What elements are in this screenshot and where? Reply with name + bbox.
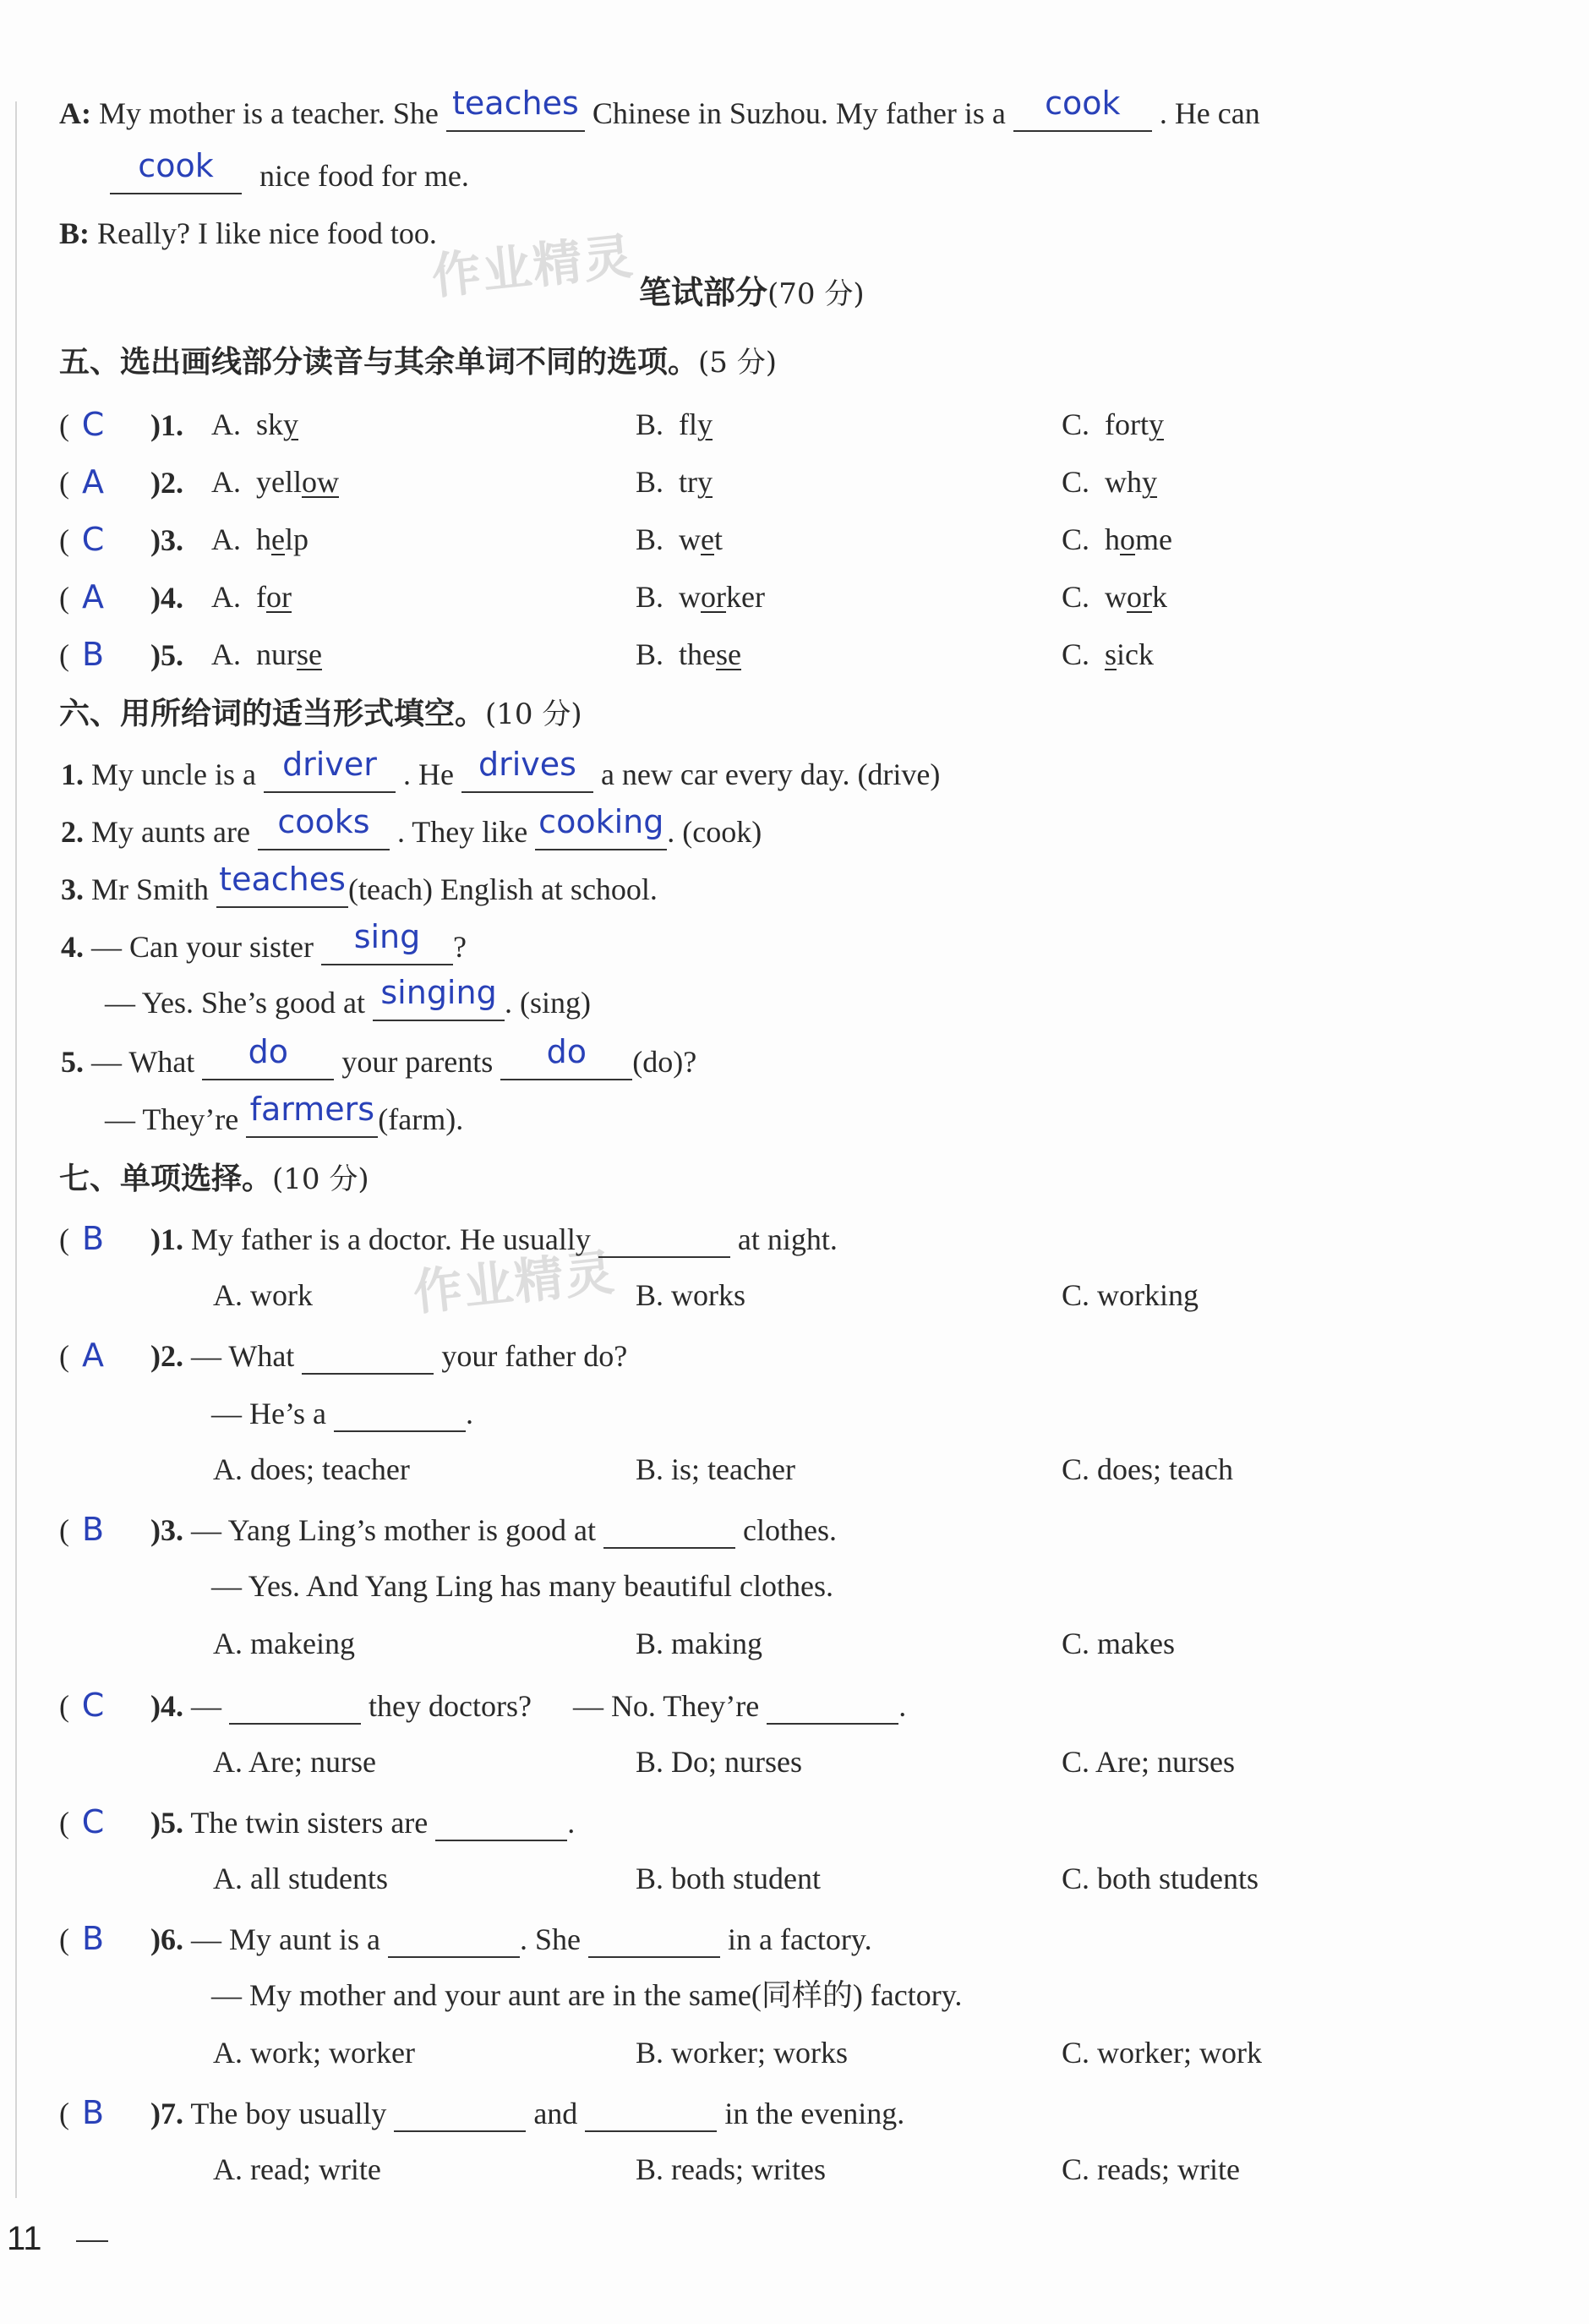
- answer-blank[interactable]: [258, 803, 390, 850]
- word-part: w: [679, 522, 702, 556]
- answer-blank[interactable]: [1013, 85, 1152, 132]
- word-part: fl: [679, 407, 698, 441]
- written-part-heading: [639, 274, 865, 313]
- option-letter: B.: [636, 580, 664, 614]
- phonics-row: [59, 578, 183, 616]
- answer-blank[interactable]: [535, 803, 667, 850]
- question-text: — No. They’re: [572, 1689, 760, 1723]
- underlined-letters: se: [716, 637, 741, 671]
- question-number: )4.: [150, 1689, 183, 1723]
- word-part: tr: [679, 465, 698, 499]
- section5-title: 五、选出画线部分读音与其余单词不同的选项。: [59, 345, 699, 380]
- answer-parens[interactable]: ( C: [59, 406, 150, 444]
- handwritten-choice: A: [82, 578, 104, 615]
- option-c[interactable]: C. worker; work: [1062, 2036, 1262, 2070]
- option-a[interactable]: A. makeing: [213, 1627, 355, 1660]
- answer-parens[interactable]: ( C: [59, 521, 150, 559]
- phonics-row: [59, 636, 183, 674]
- section7-score: (10 分): [272, 1162, 369, 1196]
- s7-question-3: [59, 1510, 837, 1549]
- question-number: )1.: [150, 408, 183, 442]
- underlined-letters: e: [701, 522, 714, 556]
- question-number: 1.: [61, 757, 84, 791]
- answer-blank[interactable]: [767, 1686, 898, 1725]
- speaker-b-label: B:: [59, 216, 90, 250]
- handwritten-choice: B: [81, 636, 105, 673]
- handwritten-answer: sing: [353, 918, 421, 955]
- handwritten-choice: B: [81, 1220, 105, 1257]
- underlined-letters: or: [701, 580, 727, 614]
- dialogue-text: Really? I like nice food too.: [97, 216, 437, 250]
- option-b[interactable]: B. worker; works: [636, 2036, 848, 2070]
- answer-blank[interactable]: [334, 1393, 466, 1432]
- question-text: Mr Smith: [91, 872, 210, 906]
- margin-rule: [15, 101, 17, 2198]
- s7-question-4: [59, 1686, 906, 1725]
- question-text: (teach) English at school.: [348, 872, 658, 906]
- s7-question-6-reply: [211, 1977, 962, 2014]
- question-text: — Yes. She’s good at: [105, 986, 366, 1020]
- answer-blank[interactable]: [321, 918, 453, 965]
- handwritten-answer: farmers: [249, 1091, 374, 1128]
- s6-question-4b: [105, 974, 592, 1021]
- handwritten-answer: driver: [282, 746, 377, 783]
- option-a[interactable]: [211, 636, 322, 673]
- dialogue-a-line1: [59, 85, 1260, 132]
- s7-question-6: [59, 1919, 872, 1958]
- s7-question-3-reply: [211, 1567, 833, 1605]
- phonics-row: [59, 406, 183, 444]
- handwritten-answer: cooking: [538, 803, 664, 840]
- option-a[interactable]: A. does; teacher: [213, 1452, 410, 1486]
- question-text: your parents: [341, 1045, 494, 1079]
- word-part: yell: [256, 465, 302, 499]
- word-part: lp: [284, 522, 309, 556]
- option-a[interactable]: A. work: [213, 1278, 313, 1312]
- option-a[interactable]: [211, 578, 292, 615]
- question-text: .: [465, 1397, 473, 1430]
- word-part: nur: [256, 637, 297, 671]
- question-text: The boy usually: [190, 2097, 387, 2130]
- phonics-row: [59, 463, 183, 501]
- option-letter: B.: [636, 407, 664, 441]
- answer-parens[interactable]: ( A: [59, 463, 150, 501]
- question-number: )3.: [150, 523, 183, 557]
- question-number: )6.: [150, 1922, 183, 1956]
- answer-blank[interactable]: [264, 746, 396, 793]
- option-b[interactable]: B. is; teacher: [636, 1452, 795, 1486]
- option-letter: B.: [636, 637, 664, 671]
- option-c[interactable]: [1062, 578, 1167, 615]
- answer-blank[interactable]: [588, 1919, 720, 1958]
- question-number: )1.: [150, 1222, 183, 1256]
- option-letter: A.: [211, 407, 241, 441]
- option-a[interactable]: A. all students: [213, 1862, 388, 1895]
- s6-question-4a: [61, 918, 467, 965]
- question-text: — They’re: [105, 1102, 239, 1136]
- section6-heading: [59, 695, 582, 733]
- question-number: )2.: [150, 466, 183, 500]
- option-b[interactable]: B. both student: [636, 1862, 822, 1895]
- word-part: fort: [1105, 407, 1149, 441]
- option-letter: C.: [1062, 465, 1090, 499]
- underlined-letters: or: [1127, 580, 1153, 614]
- question-text: and: [533, 2097, 578, 2130]
- underlined-letters: y: [283, 407, 299, 441]
- answer-parens[interactable]: ( A: [59, 578, 150, 616]
- word-part: w: [1105, 580, 1128, 614]
- word-part: t: [714, 522, 724, 556]
- section6-title: 六、用所给词的适当形式填空。: [59, 697, 486, 731]
- question-text: clothes.: [743, 1513, 837, 1547]
- handwritten-choice: B: [81, 1511, 105, 1548]
- answer-blank[interactable]: [302, 1336, 434, 1375]
- handwritten-answer: singing: [380, 974, 497, 1011]
- answer-parens[interactable]: ( B: [59, 2094, 150, 2132]
- handwritten-answer: teaches: [452, 85, 579, 122]
- handwritten-choice: C: [81, 1687, 105, 1724]
- underlined-letters: o: [1120, 522, 1136, 556]
- handwritten-choice: C: [81, 521, 105, 558]
- option-a[interactable]: A. Are; nurse: [213, 1745, 376, 1779]
- option-b[interactable]: [636, 578, 765, 615]
- option-c[interactable]: [1062, 406, 1164, 443]
- question-text: — What: [191, 1339, 295, 1373]
- question-text: — Yes. And Yang Ling has many beautiful clothes.: [211, 1569, 833, 1603]
- handwritten-choice: B: [81, 1920, 105, 1957]
- underlined-letters: y: [1142, 465, 1158, 499]
- handwritten-answer: drives: [478, 746, 576, 783]
- option-b[interactable]: B. works: [636, 1278, 746, 1312]
- underlined-letters: y: [1149, 407, 1164, 441]
- underlined-letters: se: [297, 637, 322, 671]
- question-text: . He: [402, 757, 454, 791]
- answer-blank[interactable]: [110, 147, 242, 194]
- section6-score: (10 分): [485, 697, 582, 731]
- question-text: The twin sisters are: [190, 1806, 429, 1840]
- word-part: the: [679, 637, 716, 671]
- option-letter: C.: [1062, 580, 1090, 614]
- handwritten-answer: cook: [1045, 85, 1121, 122]
- option-a[interactable]: A. read; write: [213, 2152, 381, 2186]
- s7-question-1: [59, 1219, 838, 1258]
- underlined-letters: or: [266, 580, 292, 614]
- answer-blank[interactable]: [373, 974, 505, 1021]
- word-part: h: [1105, 522, 1121, 556]
- option-letter: A.: [211, 637, 241, 671]
- question-text: — What: [91, 1045, 195, 1079]
- option-b[interactable]: B. Do; nurses: [636, 1745, 802, 1779]
- option-b[interactable]: [636, 406, 713, 443]
- answer-blank[interactable]: [394, 2093, 526, 2132]
- question-text: . (cook): [667, 815, 762, 849]
- option-letter: C.: [1062, 637, 1090, 671]
- question-text: —: [191, 1689, 221, 1723]
- answer-parens[interactable]: ( C: [59, 1803, 150, 1841]
- question-number: )5.: [150, 1806, 183, 1840]
- s6-question-2: [61, 803, 762, 850]
- option-b[interactable]: [636, 521, 723, 558]
- option-letter: A.: [211, 522, 241, 556]
- word-part: w: [679, 580, 702, 614]
- handwritten-answer: do: [248, 1033, 288, 1070]
- handwritten-choice: B: [81, 2094, 105, 2131]
- question-text: — My mother and your aunt are in the same(同样的) factory.: [211, 1978, 963, 2012]
- word-part: sk: [256, 407, 284, 441]
- dialogue-text: Chinese in Suzhou. My father is a: [592, 96, 1006, 130]
- s7-question-7: [59, 2093, 904, 2132]
- answer-blank[interactable]: [388, 1919, 520, 1958]
- underlined-letters: s: [1105, 637, 1117, 671]
- watermark: 作业精灵: [410, 1243, 619, 1322]
- underlined-letters: e: [271, 522, 285, 556]
- question-text: in a factory.: [727, 1922, 872, 1956]
- watermark: 作业精灵: [429, 227, 637, 306]
- question-text: My aunts are: [91, 815, 250, 849]
- question-text: — Can your sister: [91, 930, 314, 964]
- question-text: (do)?: [632, 1045, 697, 1079]
- question-number: 4.: [61, 930, 84, 964]
- handwritten-choice: A: [82, 463, 104, 500]
- dialogue-b-line: [59, 215, 437, 252]
- handwritten-answer: do: [546, 1033, 587, 1070]
- underlined-letters: ow: [301, 465, 339, 499]
- s6-question-3: [61, 861, 658, 908]
- option-a[interactable]: [211, 463, 339, 500]
- option-c[interactable]: [1062, 636, 1154, 673]
- answer-blank[interactable]: [229, 1686, 361, 1725]
- option-c[interactable]: C. Are; nurses: [1062, 1745, 1235, 1779]
- option-b[interactable]: B. making: [636, 1627, 762, 1660]
- option-letter: A.: [211, 580, 241, 614]
- option-c[interactable]: C. both students: [1062, 1862, 1259, 1895]
- option-a[interactable]: [211, 521, 309, 558]
- question-text: — My aunt is a: [191, 1922, 380, 1956]
- underlined-letters: y: [697, 407, 713, 441]
- answer-blank[interactable]: [246, 1091, 378, 1138]
- written-part-title: 笔试部分: [639, 274, 768, 311]
- handwritten-choice: C: [81, 406, 105, 443]
- question-text: .: [898, 1689, 907, 1723]
- phonics-row: [59, 521, 183, 559]
- s6-question-1: [61, 746, 941, 793]
- answer-parens[interactable]: ( B: [59, 1920, 150, 1958]
- option-a[interactable]: [211, 406, 298, 443]
- dialogue-text: nice food for me.: [259, 159, 469, 193]
- question-number: )4.: [150, 581, 183, 615]
- answer-blank[interactable]: [435, 1802, 567, 1841]
- page-number: 11: [7, 2220, 42, 2257]
- question-text: (farm).: [378, 1102, 464, 1136]
- question-text: at night.: [737, 1222, 838, 1256]
- option-letter: C.: [1062, 522, 1090, 556]
- question-text: a new car every day. (drive): [600, 757, 941, 791]
- s6-question-5b: [105, 1091, 464, 1138]
- question-number: 2.: [61, 815, 84, 849]
- answer-parens[interactable]: ( A: [59, 1337, 150, 1375]
- dialogue-text: My mother is a teacher. She: [99, 96, 439, 130]
- question-text: your father do?: [441, 1339, 628, 1373]
- option-b[interactable]: [636, 463, 713, 500]
- question-text: . She: [519, 1922, 581, 1956]
- answer-blank[interactable]: [598, 1219, 730, 1258]
- question-text: in the evening.: [724, 2097, 905, 2130]
- option-b[interactable]: [636, 636, 741, 673]
- question-text: ?: [452, 930, 467, 964]
- answer-blank[interactable]: [585, 2093, 717, 2132]
- question-number: )2.: [150, 1339, 183, 1373]
- question-text: . (sing): [505, 986, 592, 1020]
- option-c[interactable]: C. does; teach: [1062, 1452, 1233, 1486]
- question-number: 5.: [61, 1045, 84, 1079]
- question-text: .: [567, 1806, 576, 1840]
- word-part: ker: [726, 580, 765, 614]
- dialogue-text: . He can: [1159, 96, 1260, 130]
- answer-blank[interactable]: [446, 85, 585, 132]
- section5-score: (5 分): [698, 346, 777, 380]
- answer-blank[interactable]: [500, 1033, 632, 1080]
- answer-parens[interactable]: ( B: [59, 1220, 150, 1258]
- option-c[interactable]: [1062, 521, 1172, 558]
- question-number: )7.: [150, 2097, 183, 2130]
- word-part: f: [256, 580, 266, 614]
- option-c[interactable]: C. reads; write: [1062, 2152, 1240, 2186]
- dialogue-a-line2: [110, 147, 469, 194]
- answer-blank[interactable]: [603, 1510, 735, 1549]
- word-part: wh: [1105, 465, 1143, 499]
- option-letter: C.: [1062, 407, 1090, 441]
- option-c[interactable]: C. working: [1062, 1278, 1199, 1312]
- option-letter: A.: [211, 465, 241, 499]
- option-c[interactable]: C. makes: [1062, 1627, 1175, 1660]
- option-b[interactable]: B. reads; writes: [636, 2152, 826, 2186]
- underlined-letters: y: [697, 465, 713, 499]
- answer-parens[interactable]: ( C: [59, 1687, 150, 1725]
- word-part: ick: [1117, 637, 1155, 671]
- question-number: )3.: [150, 1513, 183, 1547]
- answer-blank[interactable]: [461, 746, 593, 793]
- option-letter: B.: [636, 465, 664, 499]
- question-number: 3.: [61, 872, 84, 906]
- handwritten-choice: C: [81, 1803, 105, 1840]
- word-part: h: [256, 522, 271, 556]
- handwritten-answer: cook: [138, 147, 214, 184]
- answer-blank[interactable]: [202, 1033, 334, 1080]
- question-number: )5.: [150, 638, 183, 672]
- option-a[interactable]: A. work; worker: [213, 2036, 415, 2070]
- speaker-a-label: A:: [59, 96, 91, 130]
- word-part: k: [1152, 580, 1168, 614]
- question-text: they doctors?: [369, 1689, 532, 1723]
- question-text: My father is a doctor. He usually: [191, 1222, 591, 1256]
- question-text: — Yang Ling’s mother is good at: [191, 1513, 597, 1547]
- question-text: My uncle is a: [91, 757, 256, 791]
- section5-heading: [59, 343, 777, 381]
- s6-question-5a: [61, 1033, 697, 1080]
- handwritten-answer: cooks: [277, 803, 370, 840]
- s7-question-5: [59, 1802, 575, 1841]
- answer-blank[interactable]: [216, 861, 348, 908]
- section7-heading: [59, 1160, 369, 1198]
- s7-question-2: [59, 1336, 627, 1375]
- answer-parens[interactable]: ( B: [59, 636, 150, 674]
- question-text: — He’s a: [211, 1397, 326, 1430]
- s7-question-2-reply: [211, 1393, 473, 1432]
- option-c[interactable]: [1062, 463, 1157, 500]
- answer-parens[interactable]: ( B: [59, 1511, 150, 1549]
- handwritten-choice: A: [82, 1337, 104, 1374]
- written-part-score: (70 分): [767, 277, 865, 311]
- question-text: . They like: [396, 815, 528, 849]
- option-letter: B.: [636, 522, 664, 556]
- word-part: me: [1135, 522, 1172, 556]
- section7-title: 七、单项选择。: [59, 1162, 273, 1196]
- page-number-dash: [76, 2240, 108, 2242]
- handwritten-answer: teaches: [219, 861, 346, 898]
